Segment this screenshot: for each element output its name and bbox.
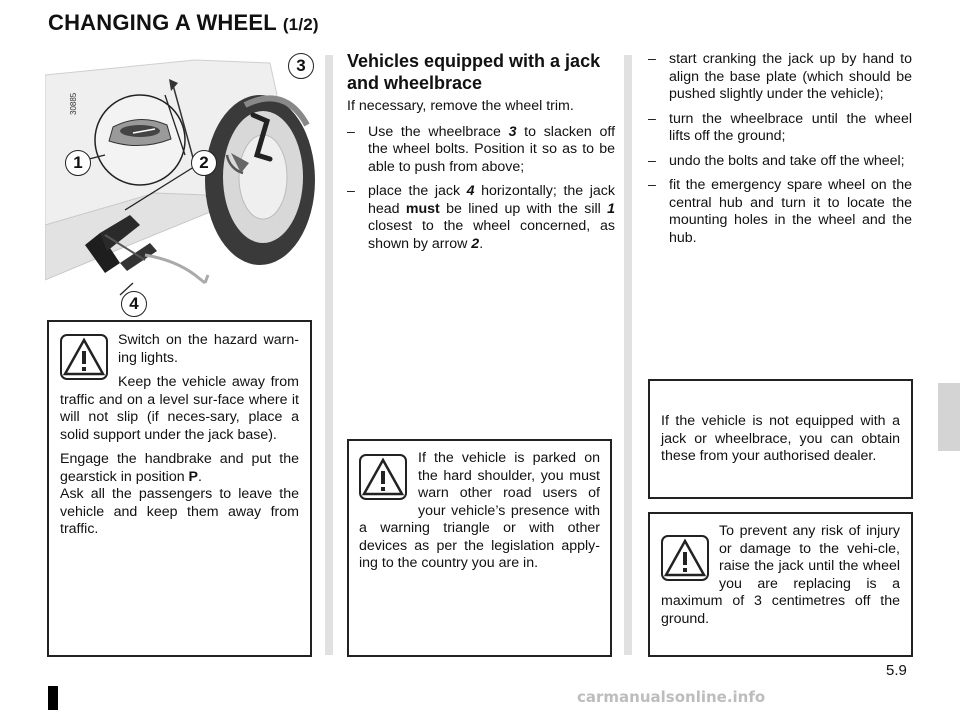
step-5-text: undo the bolts and take off the wheel; [669, 152, 905, 169]
step-dash: – [347, 183, 355, 199]
gear-position: P [188, 468, 199, 485]
page-title-part: (1/2) [282, 15, 319, 34]
page-title [48, 10, 319, 36]
warning-left-para-3 [60, 451, 299, 486]
step-2-must: must [405, 200, 440, 217]
intro-text: If necessary, remove the wheel trim. [347, 98, 574, 114]
step-2 [347, 183, 615, 253]
step-2-ref-sill: 1 [607, 200, 615, 217]
page-title-text: CHANGING A WHEEL [48, 10, 277, 35]
warning-middle-text: If the vehicle is parked on the hard shoulder, you must warn other road users of your vehicle’s presence with a warning triangle or with other devices as per the legislation apply-ing to the country you are in. [359, 450, 600, 571]
warning-left-para-1: Switch on the hazard warn-ing lights. [118, 332, 299, 366]
step-1-a: Use the wheelbrace [368, 123, 509, 140]
step-2-c: horizontally; the jack head [368, 183, 615, 217]
step-5 [648, 153, 912, 171]
callout-4: 4 [121, 291, 147, 317]
warning-left-para-3-text: Engage the handbrake and put the gearstick in position [60, 451, 299, 485]
step-6 [648, 177, 912, 247]
step-2-g: closest to the wheel concerned, as shown by arrow [368, 218, 615, 252]
step-1-c: to slacken off the wheel bolts. Position it so as to be able to push from above; [368, 123, 616, 175]
step-6-text: fit the emergency spare wheel on the central hub and turn it to locate the mounting holes in the wheel and the hub. [669, 177, 912, 246]
corner-mark [48, 686, 58, 710]
right-column-text [648, 51, 912, 254]
warning-box-right [648, 512, 913, 657]
section-tab [938, 383, 960, 451]
warning-left-para-2: Keep the vehicle away from traffic and on a level sur-face where it will not slip (if neces-sary, place a solid support under the jack base). [60, 374, 299, 443]
warning-triangle-icon [359, 454, 407, 500]
middle-column-text [347, 98, 615, 260]
step-3-text: start cranking the jack up by hand to align the base plate (which should be pushed slightly under the vehicle); [669, 51, 912, 102]
warning-left-para-3-end: . [198, 468, 202, 485]
figure-code: 30885 [69, 92, 78, 115]
watermark: carmanualsonline.info [577, 688, 766, 706]
step-dash: – [347, 123, 355, 140]
step-2-i: . [479, 235, 484, 252]
step-2-ref-jack: 4 [466, 183, 475, 199]
warning-right-text: To prevent any risk of injury or damage to the vehi-cle, raise the jack until the wheel you are replacing is a maximum of 3 centimetres off the ground. [661, 523, 900, 627]
jack-illustration-graphic [45, 55, 315, 315]
warning-box-middle [347, 439, 612, 657]
warning-triangle-icon [60, 334, 108, 380]
step-3 [648, 51, 912, 104]
note-box [648, 379, 913, 499]
note-text: If the vehicle is not equipped with a jack or wheelbrace, you can obtain these from your authorised dealer. [661, 413, 900, 464]
step-dash: – [648, 177, 656, 193]
step-dash: – [648, 51, 656, 67]
step-2-e: be lined up with the sill [439, 200, 608, 217]
step-2-a: place the jack [368, 183, 467, 199]
step-dash: – [648, 152, 656, 169]
step-1-ref: 3 [508, 123, 517, 140]
warning-triangle-icon [661, 535, 709, 581]
step-4 [648, 111, 912, 146]
section-heading: Vehicles equipped with a jack and wheelbrace [347, 51, 601, 93]
warning-left-para-4: Ask all the passengers to leave the vehicle and keep them away from traffic. [60, 486, 299, 537]
step-dash: – [648, 110, 656, 127]
step-1-text [368, 124, 615, 177]
jack-illustration [45, 55, 315, 315]
page-number: 5.9 [886, 662, 907, 679]
step-2-text [368, 183, 615, 253]
callout-2: 2 [191, 150, 217, 176]
step-2-ref-arrow: 2 [471, 235, 480, 252]
column-divider-right [624, 55, 632, 655]
step-1 [347, 124, 615, 177]
callout-1: 1 [65, 150, 91, 176]
column-divider-left [325, 55, 333, 655]
warning-box-left [47, 320, 312, 657]
step-4-text: turn the wheelbrace until the wheel lifts off the ground; [669, 110, 912, 144]
callout-3: 3 [288, 53, 314, 79]
